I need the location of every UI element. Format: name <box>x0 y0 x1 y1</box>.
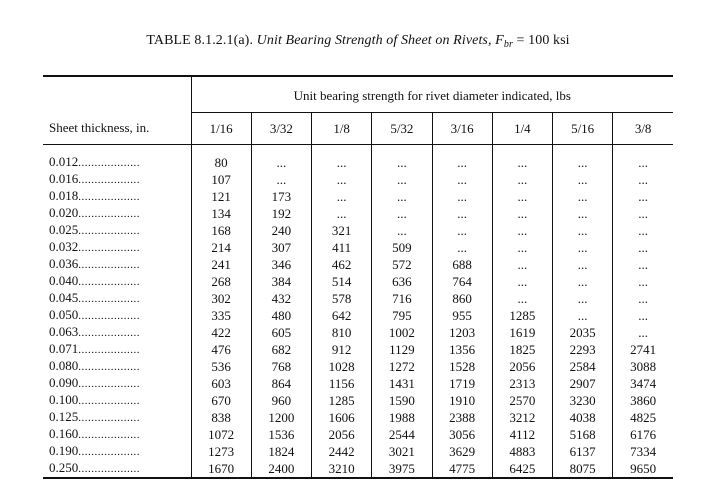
value-cell: 4825 <box>613 409 673 426</box>
value-cell: ... <box>372 205 432 222</box>
table-row <box>43 205 673 222</box>
value-cell: 1824 <box>251 443 311 460</box>
thickness-cell <box>43 273 191 290</box>
value-cell: 3860 <box>613 392 673 409</box>
thickness-cell <box>43 375 191 392</box>
value-cell: ... <box>613 188 673 205</box>
value-cell: 107 <box>191 171 251 188</box>
leader-dots: ................... <box>78 327 140 339</box>
value-cell: 6176 <box>613 426 673 443</box>
value-cell: 3212 <box>492 409 552 426</box>
thickness-value: 0.250 <box>49 460 79 475</box>
value-cell: 2907 <box>553 375 613 392</box>
table-row <box>43 239 673 256</box>
value-cell: 321 <box>312 222 372 239</box>
column-header: 5/16 <box>553 113 613 145</box>
value-cell: 2544 <box>372 426 432 443</box>
thickness-value: 0.018 <box>49 188 79 203</box>
value-cell: 572 <box>372 256 432 273</box>
value-cell: ... <box>553 307 613 324</box>
leader-dots: ................... <box>78 378 140 390</box>
thickness-cell <box>43 188 191 205</box>
value-cell: 578 <box>312 290 372 307</box>
value-cell: 912 <box>312 341 372 358</box>
value-cell: 3975 <box>372 460 432 478</box>
value-cell: ... <box>613 239 673 256</box>
leader-dots: ................... <box>78 429 140 441</box>
value-cell: 1431 <box>372 375 432 392</box>
table-row <box>43 324 673 341</box>
value-cell: ... <box>372 222 432 239</box>
value-cell: 860 <box>432 290 492 307</box>
thickness-cell <box>43 460 191 478</box>
thickness-value: 0.036 <box>49 256 79 271</box>
leader-dots: ................... <box>78 174 140 186</box>
value-cell: 4883 <box>492 443 552 460</box>
value-cell: 810 <box>312 324 372 341</box>
column-header: 5/32 <box>372 113 432 145</box>
data-table <box>43 75 673 479</box>
value-cell: 2388 <box>432 409 492 426</box>
thickness-cell <box>43 290 191 307</box>
value-cell: 2293 <box>553 341 613 358</box>
table-row <box>43 256 673 273</box>
value-cell: ... <box>432 239 492 256</box>
value-cell: 2741 <box>613 341 673 358</box>
spacer-cell <box>492 145 552 155</box>
spacer-cell <box>251 145 311 155</box>
value-cell: 1156 <box>312 375 372 392</box>
value-cell: ... <box>312 188 372 205</box>
value-cell: 3474 <box>613 375 673 392</box>
value-cell: 3210 <box>312 460 372 478</box>
caption-title: Unit Bearing Strength of Sheet on Rivets, F <box>256 33 504 48</box>
spacer-cell <box>43 145 191 155</box>
caption-subscript: br <box>503 39 513 50</box>
value-cell: 2056 <box>312 426 372 443</box>
thickness-cell <box>43 239 191 256</box>
value-cell: 1590 <box>372 392 432 409</box>
value-cell: 462 <box>312 256 372 273</box>
value-cell: 4038 <box>553 409 613 426</box>
value-cell: 3629 <box>432 443 492 460</box>
thickness-cell <box>43 324 191 341</box>
table-row <box>43 443 673 460</box>
value-cell: 514 <box>312 273 372 290</box>
value-cell: ... <box>251 171 311 188</box>
column-header: 1/16 <box>191 113 251 145</box>
column-header: 3/16 <box>432 113 492 145</box>
value-cell: ... <box>613 324 673 341</box>
thickness-value: 0.125 <box>49 409 79 424</box>
value-cell: 168 <box>191 222 251 239</box>
value-cell: 795 <box>372 307 432 324</box>
thickness-cell <box>43 256 191 273</box>
value-cell: 1536 <box>251 426 311 443</box>
value-cell: 864 <box>251 375 311 392</box>
value-cell: 768 <box>251 358 311 375</box>
thickness-cell <box>43 341 191 358</box>
value-cell: 1988 <box>372 409 432 426</box>
column-header: 3/32 <box>251 113 311 145</box>
table-row <box>43 341 673 358</box>
value-cell: 384 <box>251 273 311 290</box>
leader-dots: ................... <box>78 344 140 356</box>
value-cell: 6137 <box>553 443 613 460</box>
value-cell: 5168 <box>553 426 613 443</box>
value-cell: ... <box>432 171 492 188</box>
thickness-cell <box>43 222 191 239</box>
table-row <box>43 290 673 307</box>
value-cell: ... <box>432 222 492 239</box>
leader-dots: ................... <box>78 446 140 458</box>
stub-header: Sheet thickness, in. <box>43 76 191 145</box>
thickness-cell <box>43 205 191 222</box>
value-cell: 214 <box>191 239 251 256</box>
value-cell: 716 <box>372 290 432 307</box>
spacer-cell <box>613 145 673 155</box>
value-cell: 603 <box>191 375 251 392</box>
value-cell: 3021 <box>372 443 432 460</box>
value-cell: 605 <box>251 324 311 341</box>
spacer-cell <box>372 145 432 155</box>
value-cell: 80 <box>191 154 251 171</box>
column-header: 3/8 <box>613 113 673 145</box>
thickness-cell <box>43 409 191 426</box>
value-cell: 1273 <box>191 443 251 460</box>
leader-dots: ................... <box>78 225 140 237</box>
value-cell: ... <box>553 171 613 188</box>
value-cell: 241 <box>191 256 251 273</box>
value-cell: 192 <box>251 205 311 222</box>
value-cell: ... <box>553 205 613 222</box>
value-cell: 682 <box>251 341 311 358</box>
value-cell: 346 <box>251 256 311 273</box>
thickness-cell <box>43 443 191 460</box>
value-cell: 422 <box>191 324 251 341</box>
value-cell: 480 <box>251 307 311 324</box>
value-cell: 302 <box>191 290 251 307</box>
thickness-cell <box>43 392 191 409</box>
value-cell: ... <box>553 273 613 290</box>
value-cell: ... <box>492 154 552 171</box>
value-cell: 1203 <box>432 324 492 341</box>
value-cell: 1670 <box>191 460 251 478</box>
value-cell: 6425 <box>492 460 552 478</box>
value-cell: 1285 <box>492 307 552 324</box>
table-row <box>43 375 673 392</box>
leader-dots: ................... <box>78 412 140 424</box>
value-cell: 2313 <box>492 375 552 392</box>
spanning-header: Unit bearing strength for rivet diameter indicated, lbs <box>191 76 673 113</box>
value-cell: ... <box>492 222 552 239</box>
thickness-value: 0.050 <box>49 307 79 322</box>
value-cell: 1910 <box>432 392 492 409</box>
table-row <box>43 171 673 188</box>
table-row <box>43 222 673 239</box>
table-row <box>43 460 673 478</box>
table-row <box>43 358 673 375</box>
value-cell: 173 <box>251 188 311 205</box>
value-cell: 7334 <box>613 443 673 460</box>
thickness-value: 0.190 <box>49 443 79 458</box>
value-cell: 1272 <box>372 358 432 375</box>
value-cell: 476 <box>191 341 251 358</box>
thickness-value: 0.012 <box>49 154 79 169</box>
value-cell: ... <box>312 171 372 188</box>
table-row <box>43 409 673 426</box>
value-cell: ... <box>312 154 372 171</box>
thickness-value: 0.045 <box>49 290 79 305</box>
value-cell: ... <box>372 188 432 205</box>
value-cell: 1028 <box>312 358 372 375</box>
thickness-value: 0.063 <box>49 324 79 339</box>
value-cell: 1200 <box>251 409 311 426</box>
leader-dots: ................... <box>78 191 140 203</box>
value-cell: 636 <box>372 273 432 290</box>
table-row <box>43 307 673 324</box>
leader-dots: ................... <box>78 242 140 254</box>
value-cell: ... <box>553 290 613 307</box>
value-cell: 134 <box>191 205 251 222</box>
value-cell: 955 <box>432 307 492 324</box>
value-cell: ... <box>432 188 492 205</box>
value-cell: ... <box>553 222 613 239</box>
value-cell: ... <box>613 273 673 290</box>
spacer-row <box>43 145 673 155</box>
value-cell: 2400 <box>251 460 311 478</box>
thickness-value: 0.025 <box>49 222 79 237</box>
leader-dots: ................... <box>78 463 140 475</box>
table-row <box>43 426 673 443</box>
value-cell: ... <box>492 188 552 205</box>
value-cell: 509 <box>372 239 432 256</box>
value-cell: ... <box>372 171 432 188</box>
caption-prefix: TABLE 8.1.2.1(a). <box>146 33 257 48</box>
value-cell: 1002 <box>372 324 432 341</box>
thickness-cell <box>43 307 191 324</box>
table-body <box>43 154 673 478</box>
value-cell: ... <box>251 154 311 171</box>
leader-dots: ................... <box>78 293 140 305</box>
value-cell: 335 <box>191 307 251 324</box>
leader-dots: ................... <box>78 157 140 169</box>
thickness-value: 0.071 <box>49 341 79 356</box>
value-cell: ... <box>372 154 432 171</box>
thickness-cell <box>43 154 191 171</box>
value-cell: ... <box>492 205 552 222</box>
value-cell: 1528 <box>432 358 492 375</box>
value-cell: 838 <box>191 409 251 426</box>
value-cell: 2442 <box>312 443 372 460</box>
spacer-cell <box>312 145 372 155</box>
thickness-value: 0.016 <box>49 171 79 186</box>
table-row <box>43 273 673 290</box>
value-cell: 411 <box>312 239 372 256</box>
value-cell: 1285 <box>312 392 372 409</box>
value-cell: 9650 <box>613 460 673 478</box>
thickness-value: 0.100 <box>49 392 79 407</box>
value-cell: 764 <box>432 273 492 290</box>
table-row <box>43 392 673 409</box>
table-row <box>43 154 673 171</box>
value-cell: ... <box>312 205 372 222</box>
bearing-strength-table <box>43 75 673 479</box>
table-row <box>43 188 673 205</box>
column-header: 1/8 <box>312 113 372 145</box>
value-cell: 688 <box>432 256 492 273</box>
thickness-cell <box>43 358 191 375</box>
value-cell: ... <box>613 256 673 273</box>
thickness-cell <box>43 171 191 188</box>
leader-dots: ................... <box>78 208 140 220</box>
value-cell: ... <box>432 205 492 222</box>
value-cell: 2056 <box>492 358 552 375</box>
value-cell: 1606 <box>312 409 372 426</box>
value-cell: ... <box>492 171 552 188</box>
leader-dots: ................... <box>78 310 140 322</box>
thickness-value: 0.090 <box>49 375 79 390</box>
spacer-cell <box>191 145 251 155</box>
value-cell: ... <box>613 307 673 324</box>
value-cell: ... <box>553 154 613 171</box>
value-cell: ... <box>613 290 673 307</box>
value-cell: 2584 <box>553 358 613 375</box>
value-cell: 3088 <box>613 358 673 375</box>
thickness-value: 0.080 <box>49 358 79 373</box>
value-cell: 1719 <box>432 375 492 392</box>
value-cell: ... <box>613 222 673 239</box>
value-cell: ... <box>492 256 552 273</box>
value-cell: ... <box>492 290 552 307</box>
value-cell: ... <box>553 239 613 256</box>
value-cell: 1072 <box>191 426 251 443</box>
value-cell: 1129 <box>372 341 432 358</box>
value-cell: 3230 <box>553 392 613 409</box>
value-cell: 536 <box>191 358 251 375</box>
spacer-cell <box>432 145 492 155</box>
spacer-cell <box>553 145 613 155</box>
value-cell: ... <box>432 154 492 171</box>
leader-dots: ................... <box>78 395 140 407</box>
table-caption <box>0 33 716 49</box>
value-cell: 1825 <box>492 341 552 358</box>
value-cell: ... <box>613 154 673 171</box>
column-header: 1/4 <box>492 113 552 145</box>
value-cell: 432 <box>251 290 311 307</box>
value-cell: 8075 <box>553 460 613 478</box>
value-cell: 2570 <box>492 392 552 409</box>
value-cell: 2035 <box>553 324 613 341</box>
value-cell: 960 <box>251 392 311 409</box>
value-cell: ... <box>492 239 552 256</box>
leader-dots: ................... <box>78 276 140 288</box>
leader-dots: ................... <box>78 259 140 271</box>
value-cell: 642 <box>312 307 372 324</box>
value-cell: ... <box>613 171 673 188</box>
value-cell: 670 <box>191 392 251 409</box>
value-cell: 121 <box>191 188 251 205</box>
thickness-value: 0.032 <box>49 239 79 254</box>
value-cell: ... <box>492 273 552 290</box>
leader-dots: ................... <box>78 361 140 373</box>
thickness-value: 0.040 <box>49 273 79 288</box>
value-cell: 3056 <box>432 426 492 443</box>
value-cell: 4112 <box>492 426 552 443</box>
value-cell: 1356 <box>432 341 492 358</box>
value-cell: 4775 <box>432 460 492 478</box>
value-cell: ... <box>613 205 673 222</box>
value-cell: 1619 <box>492 324 552 341</box>
thickness-value: 0.020 <box>49 205 79 220</box>
thickness-cell <box>43 426 191 443</box>
thickness-value: 0.160 <box>49 426 79 441</box>
value-cell: 307 <box>251 239 311 256</box>
value-cell: ... <box>553 256 613 273</box>
value-cell: ... <box>553 188 613 205</box>
caption-suffix: = 100 ksi <box>512 33 570 48</box>
value-cell: 268 <box>191 273 251 290</box>
value-cell: 240 <box>251 222 311 239</box>
